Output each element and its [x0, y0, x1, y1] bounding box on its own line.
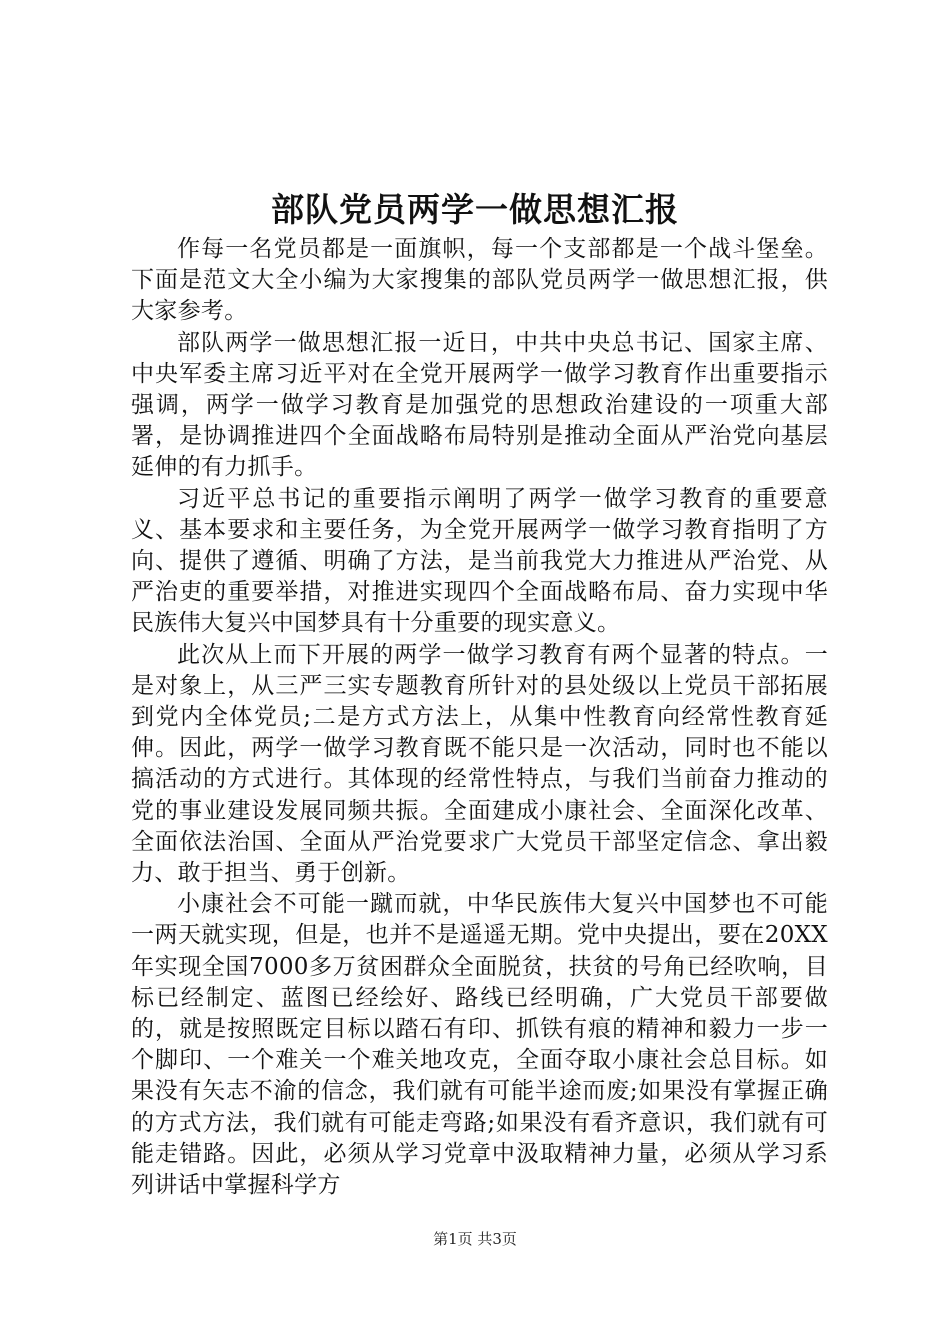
document-title: 部队党员两学一做思想汇报 [271, 190, 679, 229]
paragraph-1: 作每一名党员都是一面旗帜，每一个支部都是一个战斗堡垒。下面是范文大全小编为大家搜集的部队党员两学一做思想汇报，供大家参考。 [131, 236, 828, 325]
page-footer: 第1页 共3页 [433, 1230, 517, 1248]
document-body [131, 234, 828, 1201]
paragraph-5: 小康社会不可能一蹴而就，中华民族伟大复兴中国梦也不可能一两天就实现，但是，也并不是遥遥无期。党中央提出，要在20XX年实现全国7000多万贫困群众全面脱贫，扶贫的号角已经吹响，目标已经制定、蓝图已经绘好、路线已经明确，广大党员干部要做的，就是按照既定目标以踏石有印、抓铁有痕的精神和毅力一步一个脚印、一个难关一个难关地攻克，全面夺取小康社会总目标。如果没有矢志不渝的信念，我们就有可能半途而废;如果没有掌握正确的方式方法，我们就有可能走弯路;如果没有看齐意识，我们就有可能走错路。因此，必须从学习党章中汲取精神力量，必须从学习系列讲话中掌握科学方 [131, 891, 828, 1199]
paragraph-4: 此次从上而下开展的两学一做学习教育有两个显著的特点。一是对象上，从三严三实专题教育所针对的县处级以上党员干部拓展到党内全体党员;二是方式方法上，从集中性教育向经常性教育延伸。因此，两学一做学习教育既不能只是一次活动，同时也不能以搞活动的方式进行。其体现的经常性特点，与我们当前奋力推动的党的事业建设发展同频共振。全面建成小康社会、全面深化改革、全面依法治国、全面从严治党要求广大党员干部坚定信念、拿出毅力、敢于担当、勇于创新。 [131, 641, 828, 887]
paragraph-2: 部队两学一做思想汇报一近日，中共中央总书记、国家主席、中央军委主席习近平对在全党开展两学一做学习教育作出重要指示强调，两学一做学习教育是加强党的思想政治建设的一项重大部署，是协调推进四个全面战略布局特别是推动全面从严治党向基层延伸的有力抓手。 [131, 329, 828, 481]
paragraph-3: 习近平总书记的重要指示阐明了两学一做学习教育的重要意义、基本要求和主要任务，为全党开展两学一做学习教育指明了方向、提供了遵循、明确了方法，是当前我党大力推进从严治党、从严治吏的重要举措，对推进实现四个全面战略布局、奋力实现中华民族伟大复兴中国梦具有十分重要的现实意义。 [131, 485, 828, 637]
